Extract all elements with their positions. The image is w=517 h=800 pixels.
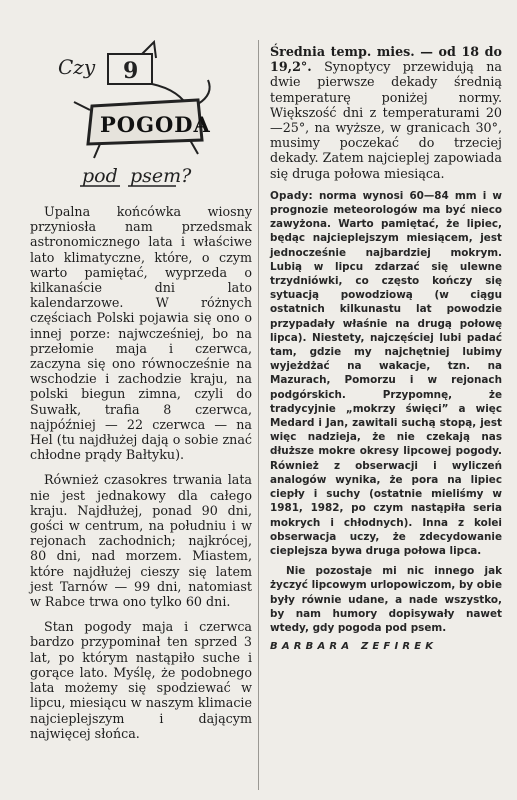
dog-tail (198, 80, 210, 104)
left-column (30, 40, 252, 751)
paragraph-temperature (270, 44, 502, 181)
dog-ear-icon (142, 42, 156, 58)
paragraph-closing: Nie pozostaje mi nic innego jak życzyć lipcowym urlopowiczom, by obie były równie udane, a nade wszystko, by nam humory dopisywały nawet wtedy, gdy pogoda pod psem. (270, 565, 502, 634)
logo-word-pogoda: POGODA (100, 112, 211, 137)
right-column (270, 44, 502, 652)
author-signature: BARBARA ZEFIREK (270, 641, 438, 653)
temperature-lead: Średnia temp. mies. — od 18 do 19,2°. (270, 44, 502, 75)
paragraph-summer-start: Upalna końcówka wiosny przyniosła nam przedsmak astronomicznego lata i właściwe lato klimatyczne, które, o czym warto pamiętać, wyprzeda o kilkanaście dni lato kalendarzowe. W różnych częściach Polski pojawia się ono o innej porze: najwcześniej, bo na przełomie maja i czerwca, zaczyna się ono równocześnie na wschodzie i zachodzie kraju, na polski biegun zimna, czyli do Suwałk, trafia 8 czerwca, najpóźniej — 22 czerwca — na Hel (tu najdłużej dają o sobie znać chłodne prądy Bałtyku). (30, 204, 252, 463)
temperature-body: Synoptycy przewidują na dwie pierwsze dekady średnią temperaturę poniżej normy. Większość dni z temperaturami 20—25°, na wyższe, w granicach 30°, musimy poczekać do trzeciej dekady. Zatem najcieplej zapowiada się druga połowa miesiąca. (270, 59, 502, 181)
paragraph-rainfall (270, 189, 502, 558)
logo-word-czy: Czy (58, 55, 96, 79)
paragraph-forecast-july: Stan pogody maja i czerwca bardzo przypominał ten sprzed 3 lat, po którym nastąpiło suche i gorące lato. Myślę, że podobnego lata możemy się spodziewać w lipcu, miesiącu w naszym klimacie najcieplejszym i dającym najwięcej słońca. (30, 619, 252, 741)
logo-illustration (30, 40, 252, 190)
rainfall-lead: Opady: (270, 189, 313, 202)
paragraph-summer-duration: Również czasokres trwania lata nie jest jednakowy dla całego kraju. Najdłużej, ponad 90 dni, gości w centrum, na południu i w rejonach zachodnich; najkrócej, 80 dni, nad morzem. Miastem, które najdłużej cieszy się latem jest Tarnów — 99 dni, natomiast w Rabce trwa ono tylko 60 dni. (30, 472, 252, 610)
logo-badge-number: 9 (123, 58, 139, 84)
column-divider (258, 40, 259, 790)
logo-word-pod: pod (82, 165, 118, 187)
column-logo (30, 40, 252, 190)
logo-word-psem: psem? (130, 165, 192, 187)
rainfall-body: norma wynosi 60—84 mm i w prognozie meteorologów ma być nieco zawyżona. Warto pamiętać, że lipiec, będąc najcieplejszym miesiącem, jest jednocześnie najbardziej mokrym. Lubią w lipcu zdarzać się ulewne trzydniówki, co często kończy się sytuacją powodziową (w ciągu ostatnich kilkunastu lat powodzie przypadały właśnie na drugą połowę lipca). Niestety, najczęściej lubi padać tam, gdzie my najchętniej lubimy wyjeżdżać na wakacje, tzn. na Mazurach, Pomorzu i w rejonach podgórskich. Przypomnę, że tradycyjnie „mokrzy święci” a więc Medard i Jan, zawitali suchą stopą, jest więc nadzieja, że nie czekają nas dłuższe mokre okresy lipcowej pogody. Również z obserwacji i wyliczeń analogów wynika, że pora na lipiec ciepły i suchy (ostatnie mieliśmy w 1981, 1982, po czym nastąpiła seria mokrych i chłodnych). Inna z kolei obserwacja uczy, że zdecydowanie cieplejsza bywa druga połowa lipca. (270, 189, 502, 557)
